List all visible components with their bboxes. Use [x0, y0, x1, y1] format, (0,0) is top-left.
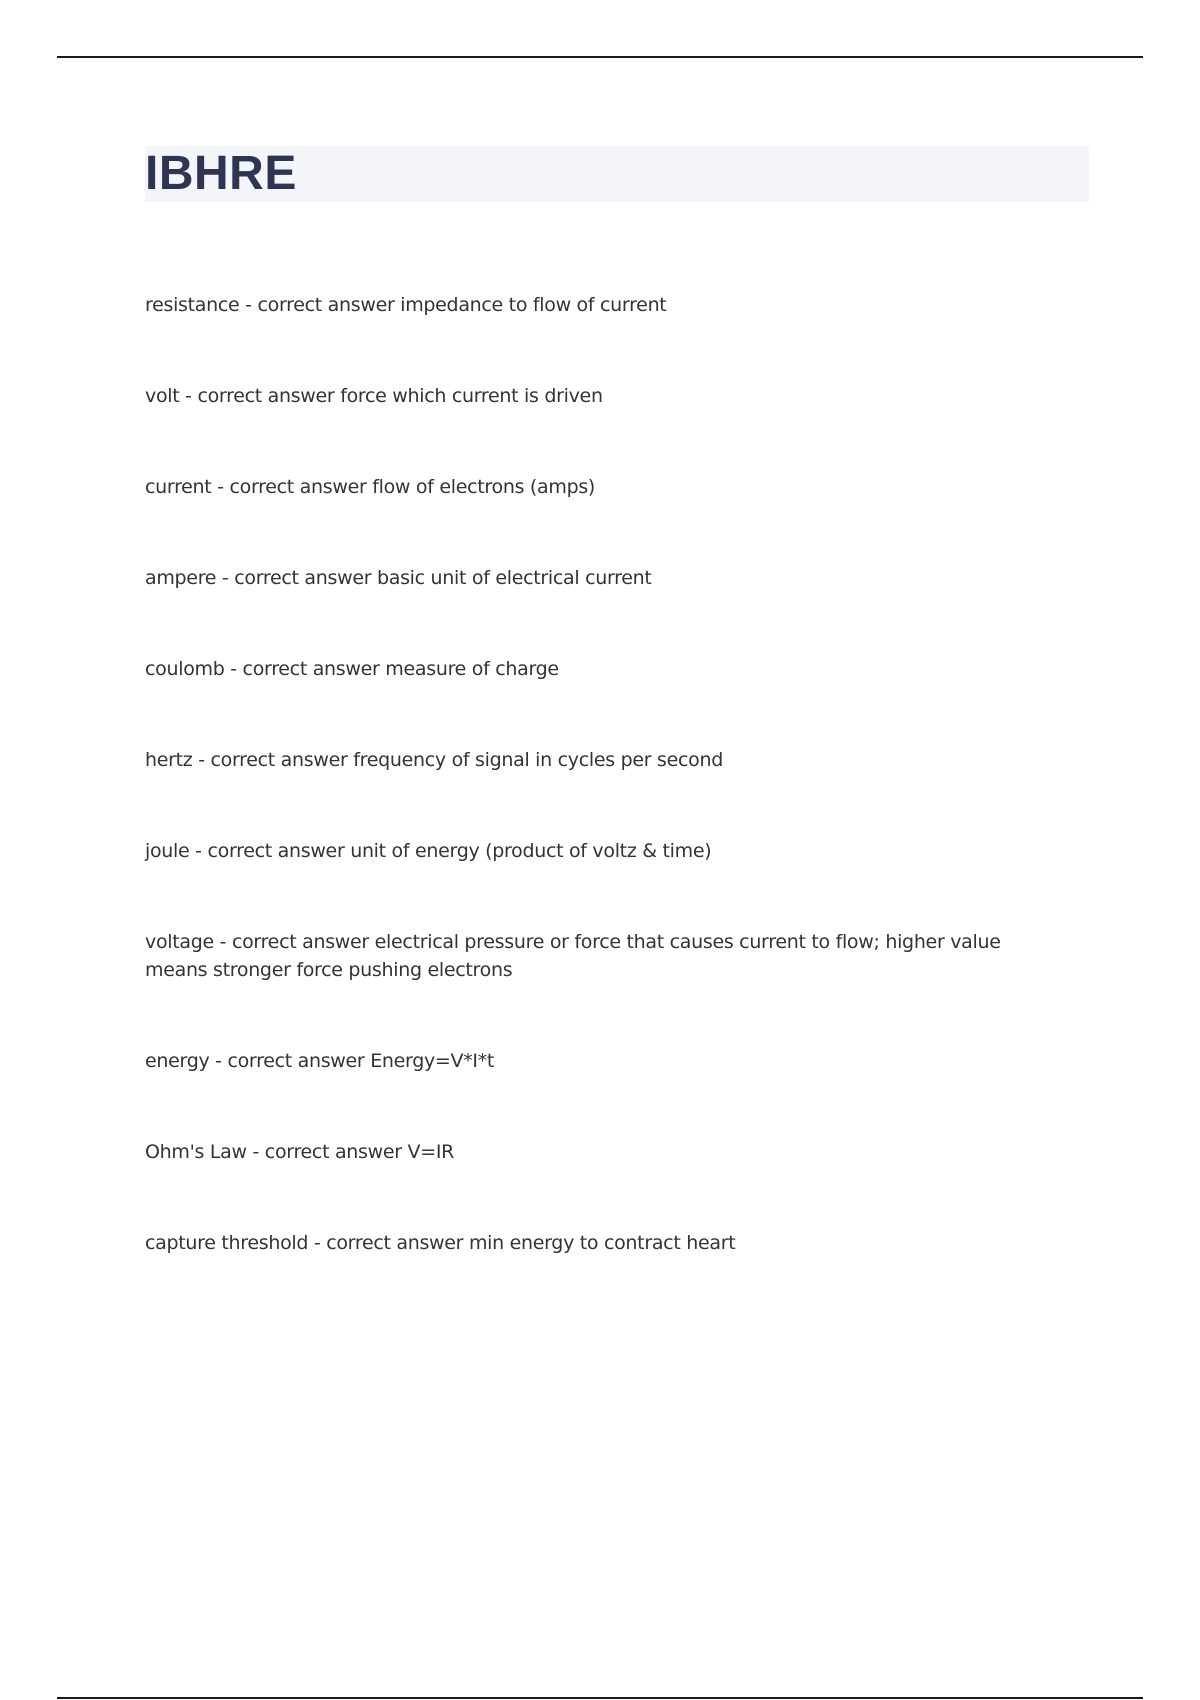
- definition: impedance to flow of current: [400, 294, 667, 316]
- term: capture threshold: [145, 1232, 309, 1254]
- list-item: [145, 291, 1065, 319]
- list-item: [145, 564, 1065, 592]
- answer-label: correct answer: [229, 476, 373, 498]
- term: ampere: [145, 567, 217, 589]
- separator: -: [192, 749, 211, 771]
- separator: -: [213, 931, 232, 953]
- answer-label: correct answer: [210, 749, 354, 771]
- definition: force which current is driven: [340, 385, 603, 407]
- definition: electrical pressure or force that causes current to flow; higher value means stronger force pushing electrons: [145, 931, 1007, 981]
- answer-label: correct answer: [326, 1232, 469, 1254]
- list-item: [145, 473, 1065, 501]
- answer-label: correct answer: [231, 931, 375, 953]
- list-item: [145, 382, 1065, 410]
- answer-label: correct answer: [234, 567, 377, 589]
- term: current: [145, 476, 212, 498]
- list-item: [145, 928, 1065, 984]
- separator: -: [189, 840, 208, 862]
- separator: -: [211, 476, 230, 498]
- answer-label: correct answer: [207, 840, 351, 862]
- document-title: IBHRE: [145, 147, 297, 200]
- separator: -: [179, 385, 198, 407]
- term: joule: [145, 840, 190, 862]
- list-item: [145, 837, 1065, 865]
- list-item: [145, 746, 1065, 774]
- answer-label: correct answer: [227, 1050, 371, 1072]
- term: volt: [145, 385, 180, 407]
- separator: -: [224, 658, 243, 680]
- separator: -: [308, 1232, 327, 1254]
- definition: flow of electrons (amps): [372, 476, 596, 498]
- definition: Energy=V*I*t: [370, 1050, 495, 1072]
- footer-rule: [57, 1697, 1143, 1699]
- definition: basic unit of electrical current: [376, 567, 652, 589]
- separator: -: [239, 294, 258, 316]
- term: hertz: [145, 749, 193, 771]
- answer-label: correct answer: [264, 1141, 408, 1163]
- answer-label: correct answer: [197, 385, 341, 407]
- term: coulomb: [145, 658, 225, 680]
- header-rule: [57, 56, 1143, 58]
- term: energy: [145, 1050, 210, 1072]
- answer-label: correct answer: [257, 294, 401, 316]
- definition: frequency of signal in cycles per second: [353, 749, 723, 771]
- definition: min energy to contract heart: [468, 1232, 736, 1254]
- separator: -: [246, 1141, 265, 1163]
- list-item: [145, 655, 1065, 683]
- term: Ohm's Law: [145, 1141, 247, 1163]
- list-item: [145, 1047, 1065, 1075]
- separator: -: [209, 1050, 228, 1072]
- list-item: [145, 1229, 1065, 1257]
- separator: -: [216, 567, 235, 589]
- definition: V=IR: [407, 1141, 455, 1163]
- term: resistance: [145, 294, 240, 316]
- list-item: [145, 1138, 1065, 1166]
- answer-label: correct answer: [242, 658, 386, 680]
- definition: measure of charge: [385, 658, 559, 680]
- term: voltage: [145, 931, 214, 953]
- definition: unit of energy (product of voltz & time): [350, 840, 712, 862]
